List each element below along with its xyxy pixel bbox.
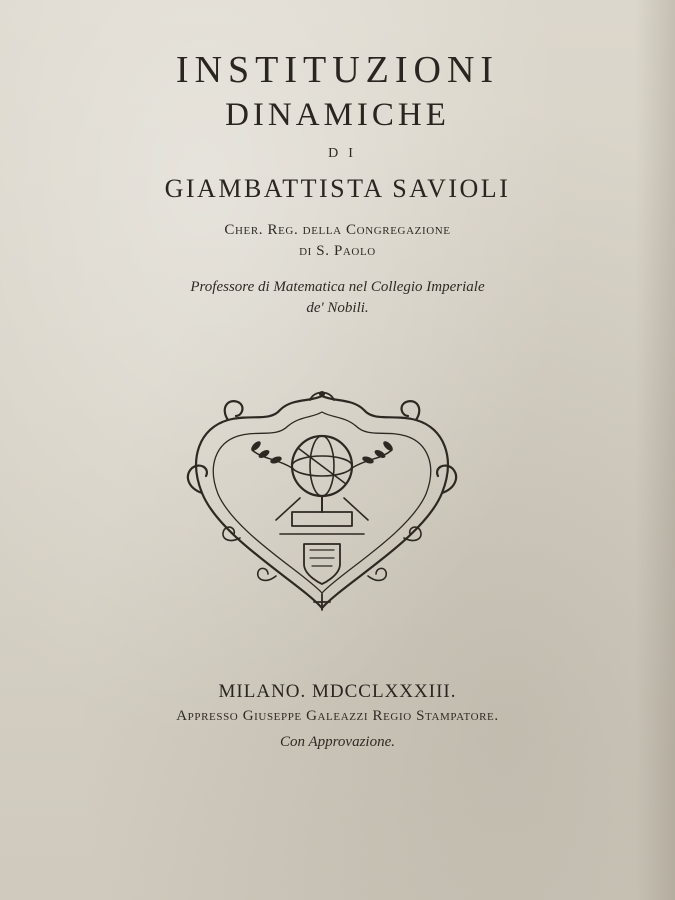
affiliation-line-1: Cher. Reg. della Congregazione [224, 222, 451, 238]
professor-line-1: Professore di Matematica nel Collegio Imperiale [190, 279, 485, 295]
imprint-place-date: MILANO. MDCCLXXXIII. [218, 681, 457, 702]
page-edge-shadow [635, 0, 675, 900]
armillary-sphere-cartouche-icon [180, 388, 465, 613]
author-preposition: DI [328, 146, 363, 161]
title-line-2: DINAMICHE [225, 97, 450, 133]
professor-line-2: de' Nobili. [306, 300, 369, 316]
title-line-1: INSTITUZIONI [175, 49, 500, 91]
approval-line: Con Approvazione. [280, 734, 395, 750]
publisher-line: Appresso Giuseppe Galeazzi Regio Stampatore. [176, 708, 499, 724]
affiliation-line-2: di S. Paolo [299, 243, 376, 259]
author-name: GIAMBATTISTA SAVIOLI [164, 174, 511, 203]
